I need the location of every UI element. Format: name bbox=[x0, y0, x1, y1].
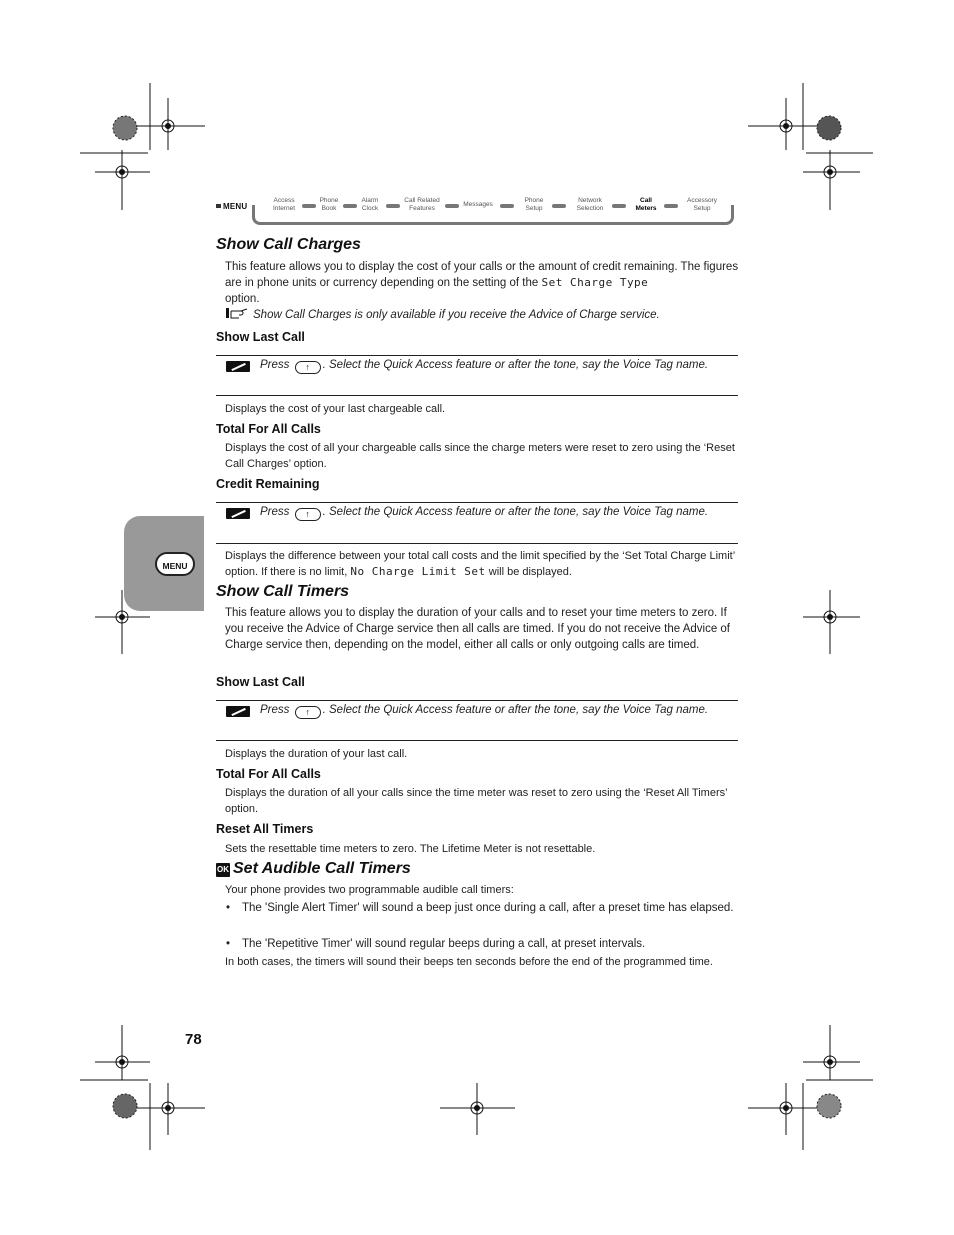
quick-access-step-icon bbox=[226, 361, 250, 372]
nav-item-call-meters: Call Meters bbox=[635, 197, 657, 212]
up-arrow-key-icon: ↑ bbox=[295, 361, 321, 374]
heading-total-for-all-calls-duration: Total For All Calls bbox=[216, 767, 321, 781]
up-arrow-key-icon: ↑ bbox=[295, 706, 321, 719]
section-title-show-call-timers: Show Call Timers bbox=[216, 583, 350, 600]
charges-intro: This feature allows you to display the cost of your calls or the amount of credit remaining. The figures are in phone units or currency depending on the setting of the Set Charge Type option. bbox=[225, 261, 739, 305]
step-instruction: Press ↑ . Select the Quick Access feature or after the tone, say the Voice Tag name. bbox=[260, 506, 709, 519]
last-call-cost-desc: Displays the cost of your last chargeable call. bbox=[225, 403, 446, 415]
step-row-last-call-cost bbox=[216, 355, 738, 396]
step-instruction: Press ↑ . Select the Quick Access feature or after the tone, say the Voice Tag name. bbox=[260, 704, 709, 717]
heading-credit-remaining: Credit Remaining bbox=[216, 477, 320, 491]
heading-show-last-call-cost: Show Last Call bbox=[216, 330, 305, 344]
nav-item-alarm-clock: Alarm Clock bbox=[361, 197, 379, 212]
nav-menu-label: MENU bbox=[216, 202, 247, 211]
step-row-credit-remaining bbox=[216, 502, 738, 544]
audible-outro: In both cases, the timers will sound their beeps ten seconds before the end of the programmed time. bbox=[225, 956, 713, 968]
last-call-duration-desc: Displays the duration of your last call. bbox=[225, 748, 408, 760]
section-title-show-call-charges: Show Call Charges bbox=[216, 236, 361, 253]
nav-item-network-selection: Network Selection bbox=[576, 197, 604, 212]
nav-item-call-related-features: Call Related Features bbox=[404, 197, 440, 212]
total-calls-cost-desc: Displays the cost of all your chargeable calls since the charge meters were reset to zero using the ‘Reset Call Charges’ option. bbox=[225, 442, 735, 470]
quick-access-step-icon bbox=[226, 706, 250, 717]
quick-access-step-icon bbox=[226, 508, 250, 519]
total-calls-duration-desc: Displays the duration of all your calls since the time meter was reset to zero using the ‘Reset All Timers’ option. bbox=[225, 787, 728, 815]
heading-show-last-call-duration: Show Last Call bbox=[216, 675, 305, 689]
audible-intro: Your phone provides two programmable audible call timers: bbox=[225, 884, 514, 896]
step-row-last-call-duration bbox=[216, 700, 738, 741]
heading-total-for-all-calls-cost: Total For All Calls bbox=[216, 422, 321, 436]
section-title-set-audible-call-timers: OK Set Audible Call Timers bbox=[217, 860, 411, 877]
credit-remaining-desc: Displays the difference between your total call costs and the limit specified by the ‘Set Total Charge Limit’ option. If there is no limit, No Charge Limit Set will be displayed. bbox=[225, 550, 735, 578]
nav-item-access-internet: Access Internet bbox=[272, 197, 296, 212]
nav-item-accessory-setup: Accessory Setup bbox=[687, 197, 717, 212]
ok-badge-icon: OK bbox=[216, 863, 230, 877]
page-number: 78 bbox=[185, 1031, 202, 1048]
nav-item-phone-book: Phone Book bbox=[319, 197, 339, 212]
up-arrow-key-icon: ↑ bbox=[295, 508, 321, 521]
nav-item-phone-setup: Phone Setup bbox=[524, 197, 544, 212]
reset-all-timers-desc: Sets the resettable time meters to zero. The Lifetime Meter is not resettable. bbox=[225, 843, 596, 855]
pointing-hand-note-icon bbox=[225, 307, 253, 319]
nav-item-messages: Messages bbox=[463, 201, 493, 208]
nav-separator bbox=[664, 204, 678, 208]
timers-intro: This feature allows you to display the duration of your calls and to reset your time meters to zero. If you receive the Advice of Charge service then all calls are timed. If you do not receive the Advice of Charge service then, depending on the model, either all calls or only outgoing calls are timed. bbox=[225, 607, 730, 651]
heading-reset-all-timers: Reset All Timers bbox=[216, 822, 314, 836]
nav-separator bbox=[552, 204, 566, 208]
step-instruction: Press ↑ . Select the Quick Access feature or after the tone, say the Voice Tag name. bbox=[260, 359, 709, 372]
charges-note: Show Call Charges is only available if you receive the Advice of Charge service. bbox=[225, 307, 660, 321]
menu-key-icon: MENU bbox=[155, 552, 195, 576]
